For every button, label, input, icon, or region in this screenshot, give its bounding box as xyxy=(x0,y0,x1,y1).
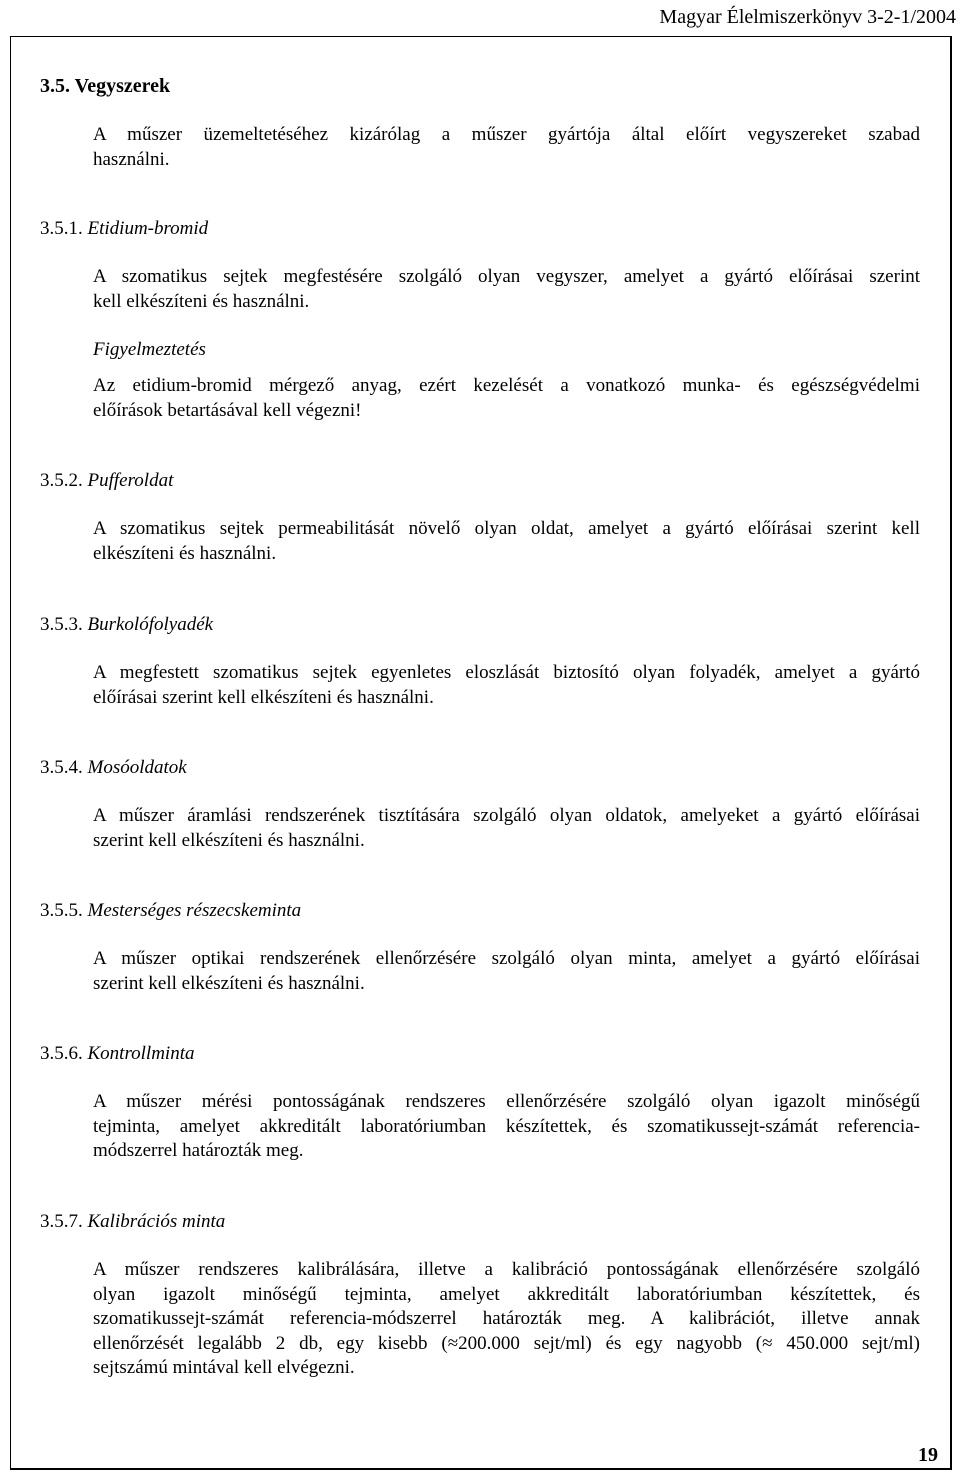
warning-label: Figyelmeztetés xyxy=(93,339,206,360)
section-title: 3.5. Vegyszerek xyxy=(40,75,171,97)
subsection-number: 3.5.7. xyxy=(40,1211,83,1232)
subsection-paragraph xyxy=(93,1258,920,1381)
warning-paragraph xyxy=(93,374,920,423)
subsection-paragraph xyxy=(93,947,920,996)
subsection-number: 3.5.4. xyxy=(40,757,83,778)
subsection-paragraph xyxy=(93,517,920,566)
subsection-heading xyxy=(40,469,173,493)
subsection-title: Burkolófolyadék xyxy=(87,614,214,635)
text-line: A műszer áramlási rendszerének tisztítására szolgáló olyan oldatok, amelyeket a gyártó előírásai xyxy=(93,805,920,826)
text-line: szerint kell elkészíteni és használni. xyxy=(93,972,365,994)
text-line: használni. xyxy=(93,148,170,170)
subsection-number: 3.5.5. xyxy=(40,900,83,921)
subsection-title: Mosóoldatok xyxy=(87,757,187,778)
text-line: A műszer mérési pontosságának rendszeres ellenőrzésére szolgáló olyan igazolt minőségű xyxy=(93,1091,920,1112)
page-number: 19 xyxy=(918,1444,938,1466)
text-line: elkészíteni és használni. xyxy=(93,542,277,564)
subsection-paragraph xyxy=(93,804,920,853)
subsection-number: 3.5.1. xyxy=(40,218,83,239)
subsection-heading xyxy=(40,1042,194,1066)
text-line: A szomatikus sejtek permeabilitását növelő olyan oldat, amelyet a gyártó előírásai szerint kell xyxy=(93,518,920,539)
subsection-number: 3.5.2. xyxy=(40,470,83,491)
text-line: A szomatikus sejtek megfestésére szolgáló olyan vegyszer, amelyet a gyártó előírásai szerint xyxy=(93,266,920,287)
text-line: ellenőrzését legalább 2 db, egy kisebb (≈200.000 sejt/ml) és egy nagyobb (≈ 450.000 sejt/ml) xyxy=(93,1332,920,1354)
subsection-number: 3.5.3. xyxy=(40,614,83,635)
text-line: sejtszámú mintával kell elvégezni. xyxy=(93,1357,355,1378)
subsection-title: Kontrollminta xyxy=(87,1043,195,1064)
text-line: kell elkészíteni és használni. xyxy=(93,290,310,312)
text-line: tejminta, amelyet akkreditált laboratóriumban készítettek, és szomatikussejt-számát referencia- xyxy=(93,1115,920,1137)
section-intro xyxy=(93,123,920,172)
subsection-paragraph xyxy=(93,661,920,710)
running-header: Magyar Élelmiszerkönyv 3-2-1/2004 xyxy=(659,6,956,28)
subsection-title: Etidium-bromid xyxy=(87,218,209,239)
text-line: Az etidium-bromid mérgező anyag, ezért kezelését a vonatkozó munka- és egészségvédelmi xyxy=(93,375,920,396)
text-line: A megfestett szomatikus sejtek egyenletes eloszlását biztosító olyan folyadék, amelyet a gyártó xyxy=(93,662,920,683)
subsection-heading xyxy=(40,613,213,637)
text-line: módszerrel határozták meg. xyxy=(93,1140,304,1161)
text-line: A műszer üzemeltetéséhez kizárólag a műszer gyártója által előírt vegyszereket szabad xyxy=(93,124,920,145)
text-line: előírások betartásával kell végezni! xyxy=(93,399,362,421)
subsection-heading xyxy=(40,756,187,780)
subsection-number: 3.5.6. xyxy=(40,1043,83,1064)
subsection-title: Mesterséges részecskeminta xyxy=(87,900,302,921)
subsection-heading xyxy=(40,1210,225,1234)
subsection-title: Kalibrációs minta xyxy=(87,1211,226,1232)
subsection-title: Pufferoldat xyxy=(87,470,174,491)
subsection-paragraph xyxy=(93,265,920,314)
text-line: szomatikussejt-számát referencia-módszerrel határozták meg. A kalibrációt, illetve annak xyxy=(93,1308,920,1329)
subsection-heading xyxy=(40,217,208,241)
text-line: A műszer optikai rendszerének ellenőrzésére szolgáló olyan minta, amelyet a gyártó előírásai xyxy=(93,948,920,969)
text-line: előírásai szerint kell elkészíteni és használni. xyxy=(93,686,434,708)
page-border xyxy=(10,36,952,1470)
subsection-heading xyxy=(40,899,301,923)
text-line: A műszer rendszeres kalibrálására, illetve a kalibráció pontosságának ellenőrzésére szolgáló xyxy=(93,1259,920,1280)
subsection-paragraph xyxy=(93,1090,920,1164)
text-line: szerint kell elkészíteni és használni. xyxy=(93,829,365,851)
text-line: olyan igazolt minőségű tejminta, amelyet akkreditált laboratóriumban készítettek, és xyxy=(93,1283,920,1305)
